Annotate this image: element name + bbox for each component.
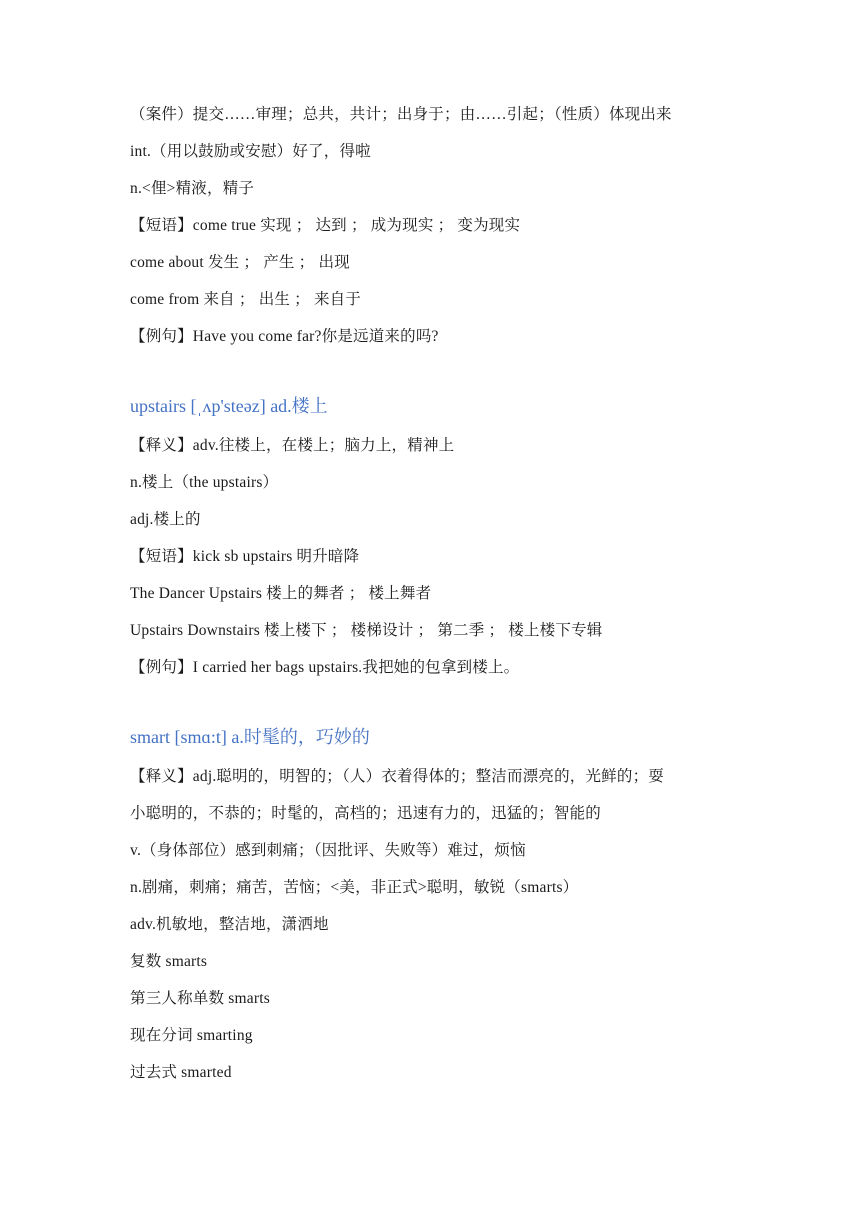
inflection-line: 现在分词 smarting xyxy=(130,1027,253,1044)
inflection-line: 过去式 smarted xyxy=(130,1064,232,1081)
definition-line: 【释义】adj.聪明的，明智的；（人）衣着得体的；整洁而漂亮的，光鲜的；耍 xyxy=(130,768,664,785)
phrase-line: come from 来自 ； 出生 ； 来自于 xyxy=(130,291,362,308)
example-sentence: 【例句】Have you come far?你是远道来的吗? xyxy=(130,328,439,345)
definition-line: n.剧痛，刺痛；痛苦，苦恼；<美，非正式>聪明，敏锐（smarts） xyxy=(130,879,579,896)
example-sentence: 【例句】I carried her bags upstairs.我把她的包拿到楼上。 xyxy=(130,659,520,676)
definition-line: adv.机敏地，整洁地，潇洒地 xyxy=(130,916,329,933)
definition-line: int.（用以鼓励或安慰）好了，得啦 xyxy=(130,143,371,160)
phrase-line: come about 发生 ； 产生 ； 出现 xyxy=(130,254,350,271)
definition-line: 小聪明的，不恭的；时髦的，高档的；迅速有力的，迅猛的；智能的 xyxy=(130,805,602,822)
definition-line: n.楼上（the upstairs） xyxy=(130,474,279,491)
inflection-line: 第三人称单数 smarts xyxy=(130,990,270,1007)
definition-line: （案件）提交……审理；总共，共计；出身于；由……引起；（性质）体现出来 xyxy=(130,106,672,123)
phrase-line: 【短语】kick sb upstairs 明升暗降 xyxy=(130,548,360,565)
definition-line: adj.楼上的 xyxy=(130,511,201,528)
definition-line: n.<俚>精液，精子 xyxy=(130,180,255,197)
definition-line: v.（身体部位）感到刺痛；（因批评、失败等）难过，烦恼 xyxy=(130,842,526,859)
definition-line: 【释义】adv.往楼上，在楼上；脑力上，精神上 xyxy=(130,437,455,454)
entry-heading-upstairs: upstairs [ˌʌp'steəz] ad.楼上 xyxy=(130,396,328,416)
phrase-line: 【短语】come true 实现 ； 达到 ； 成为现实 ； 变为现实 xyxy=(130,217,521,234)
entry-heading-smart: smart [smɑ:t] a.时髦的，巧妙的 xyxy=(130,727,370,747)
phrase-line: Upstairs Downstairs 楼上楼下 ； 楼梯设计 ； 第二季 ； 楼上楼下专辑 xyxy=(130,622,603,639)
inflection-line: 复数 smarts xyxy=(130,953,208,970)
phrase-line: The Dancer Upstairs 楼上的舞者 ； 楼上舞者 xyxy=(130,585,432,602)
